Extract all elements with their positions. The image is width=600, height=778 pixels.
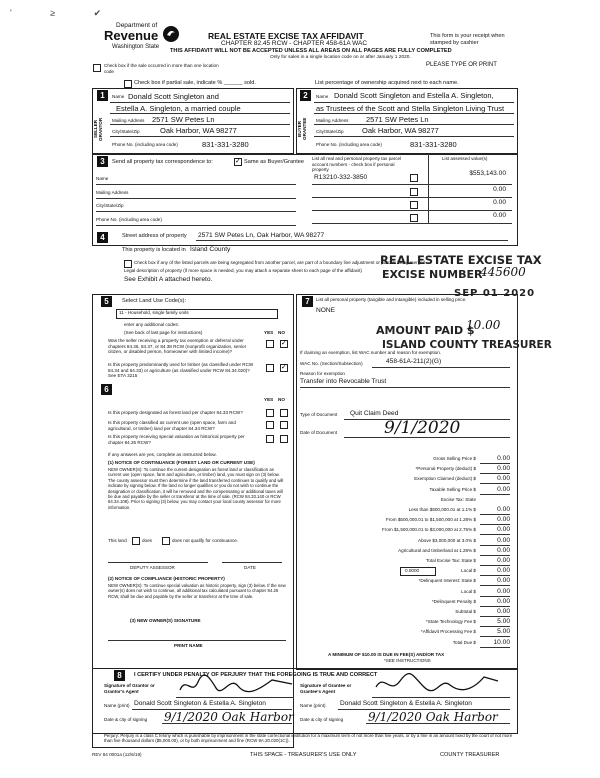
- multi-location-checkbox[interactable]: [93, 64, 101, 72]
- buyer-name-1[interactable]: Donald Scott Singleton and Estella A. Singleton,: [334, 91, 494, 100]
- buyer-name-2[interactable]: as Trustees of the Scott and Stella Singleton Living Trust: [316, 104, 505, 113]
- grantor-sig-label: Signature of Grantor or Grantor's Agent: [104, 683, 155, 694]
- buyer-mailing-label: Mailing Address: [316, 118, 349, 123]
- parcel-3-personal-checkbox[interactable]: [410, 201, 418, 209]
- grantee-sig-label: Signature of Grantee or Grantee's Agent: [300, 683, 352, 694]
- grantor-signature[interactable]: [176, 674, 296, 696]
- land-use-label: Select Land Use Code(s):: [122, 298, 187, 304]
- revenue-swirl-icon: [162, 25, 180, 43]
- state-text: Washington State: [112, 44, 160, 50]
- partial-sale-checkbox[interactable]: [124, 80, 132, 88]
- parcel-2-personal-checkbox[interactable]: [410, 188, 418, 196]
- county-label: This property is located in: [122, 247, 186, 253]
- tax-row-label: Agricultural and timberland at 1.28% $: [398, 547, 476, 553]
- excise-number-label: EXCISE NUMBER: [382, 268, 483, 281]
- form-chapter: CHAPTER 82.45 RCW - CHAPTER 458-61A WAC: [221, 40, 368, 47]
- tax-row-value[interactable]: 5.00: [497, 628, 510, 636]
- land-use-q1: Was the seller receiving a property tax exemption or deferral under chapters 84.36, 84.37, or 84.38 RCW (nonprofit organization, senior citizen, or disabled person, homeowner with limited income)?: [108, 338, 247, 355]
- tax-row-value[interactable]: 0.00: [497, 526, 510, 534]
- buyer-mailing[interactable]: 2571 SW Petes Ln: [366, 115, 429, 124]
- corr-phone-label: Phone No. (including area code): [96, 217, 162, 222]
- tax-row-value[interactable]: 0.00: [497, 536, 510, 544]
- tax-row-label: From $1,500,000.01 to $3,000,000 at 2.75% $: [382, 527, 476, 533]
- tax-row-label: Local $: [461, 588, 476, 594]
- tax-row-value[interactable]: 0.00: [497, 506, 510, 513]
- grantee-date-label: Date & city of signing: [300, 717, 344, 722]
- assessed-header: List assessed value(s): [442, 156, 488, 161]
- same-as-buyer-label: Same as Buyer/Grantee: [244, 159, 305, 165]
- local-rate-value: 0.0000: [405, 568, 420, 574]
- certify-statement: I CERTIFY UNDER PENALTY OF PERJURY THAT THE FOREGOING IS TRUE AND CORRECT: [134, 672, 378, 678]
- land-use-q2: Is this property predominantly used for timber (as classified under RCW 84.34 and 84.33) or agriculture (as classified under RCW 84.34.020)? See ETA 3215: [108, 362, 254, 379]
- see-back-label: (See back of last page for instructions): [124, 330, 203, 335]
- seller-mailing[interactable]: 2571 SW Petes Ln: [152, 115, 215, 124]
- section-6-badge: 6: [101, 384, 112, 395]
- does-not-checkbox[interactable]: [162, 537, 170, 545]
- boundary-checkbox[interactable]: [124, 260, 132, 268]
- grantor-date-label: Date & city of signing: [104, 717, 148, 722]
- tax-row-label: Above $3,000,000 at 3.0% $: [418, 537, 476, 543]
- assessed-value-3[interactable]: 0.00: [493, 199, 506, 206]
- land-use-code[interactable]: 11 - Household, single family units: [119, 310, 189, 315]
- tax-row-label: *Affidavit Processing Fee $: [420, 629, 476, 635]
- tax-row-label: Local $: [461, 568, 476, 574]
- section-7-badge: 7: [302, 296, 313, 307]
- does-label: does: [142, 538, 152, 543]
- minimum-note: A MINIMUM OF $10.00 IS DUE IN FEE(S) AND/OR TAX: [328, 652, 445, 657]
- tax-row-value[interactable]: 10.00: [493, 638, 510, 646]
- notice1-body: NEW OWNER(S): To continue the current designation as forest land or classification as current use (open space, farm and agriculture, or timber) land, you must sign on (3) below. The county assessor must then determine if the land transferred continues to qualify and will indicate by signing below. If the land no longer qualifies or you do not wish to continue the designation or classification, it will be removed and the compensating or additional taxes will be due and payable by the seller or transferor at the time of sale. (RCW 84.33.140 or RCW 84.34.108). Prior to signing (3) below, you may contact your local county assessor for more information.: [108, 467, 284, 510]
- seller-phone-label: Phone No. (including area code): [112, 142, 178, 147]
- timber-no-checkbox[interactable]: [280, 364, 288, 372]
- section-1-badge: 1: [97, 90, 108, 101]
- seller-name-2[interactable]: Estella A. Singleton, a married couple: [116, 104, 241, 113]
- corr-name-label: Name: [96, 176, 109, 181]
- current-use-yes-checkbox[interactable]: [266, 421, 274, 429]
- seller-city[interactable]: Oak Harbor, WA 98277: [160, 126, 237, 135]
- reason-label: Reason for exemption: [300, 371, 345, 376]
- doc-type-value[interactable]: Quit Claim Deed: [350, 410, 399, 417]
- corner-marks: ' ≥ ✔: [10, 8, 120, 18]
- personal-property-label: List all personal property (tangible and intangible) included in selling price.: [316, 297, 467, 302]
- see-instructions: *SEE INSTRUCTIONS: [384, 658, 431, 663]
- receipt-note: This form is your receipt when stamped by cashier: [430, 33, 505, 46]
- section-5-badge: 5: [101, 296, 112, 307]
- tax-row-value[interactable]: 0.00: [497, 608, 510, 615]
- sec6-q2: Is this property classified as current use (open space, farm and agricultural, or timber) land per chapter 84.34 RCW?: [108, 420, 236, 431]
- assessed-value-4[interactable]: 0.00: [493, 212, 506, 219]
- seller-mailing-label: Mailing Address: [112, 118, 145, 123]
- treasurer-space: THIS SPACE - TREASURER'S USE ONLY: [250, 752, 357, 758]
- exemption-claim-label: If claiming an exemption, list WAC number and reason for exemption.: [300, 350, 442, 355]
- date-stamp: SEP 01 2020: [454, 288, 536, 299]
- county-value[interactable]: Island County: [190, 246, 231, 253]
- exemption-no-checkbox[interactable]: [280, 340, 288, 348]
- excise-number-hand: 445600: [480, 265, 526, 279]
- tax-row-label: From $500,000.01 to $1,500,000 at 1.28% $: [385, 517, 476, 523]
- does-not-label: does not qualify for continuance.: [172, 538, 239, 543]
- tax-row-value[interactable]: 0.00: [497, 475, 510, 483]
- revenue-logo: [104, 22, 180, 56]
- tax-row-value[interactable]: 5.00: [497, 618, 510, 626]
- grantee-name[interactable]: Donald Scott Singleton & Estella A. Singleton: [340, 700, 472, 707]
- legal-description-label: Legal description of property (if more space is needed, you may attach a separate sheet to each page of the affidavit): [124, 268, 362, 273]
- tax-row-label: Less than $500,000.01 at 1.1% $: [408, 507, 476, 512]
- buyer-name-label: Name: [316, 94, 329, 99]
- revenue-text: Revenue: [104, 28, 159, 43]
- land-use-yes: YES: [264, 330, 274, 335]
- buyer-phone-label: Phone No. (including area code): [316, 142, 382, 147]
- seller-phone[interactable]: 831-331-3280: [202, 140, 249, 149]
- tax-row-value[interactable]: 0.00: [497, 485, 510, 493]
- deputy-assessor-label: DEPUTY ASSESSOR: [130, 565, 175, 570]
- doc-date-label: Date of Document: [300, 430, 338, 435]
- section-3-badge: 3: [97, 156, 108, 167]
- amount-paid-stamp: AMOUNT PAID $: [376, 324, 475, 337]
- new-owner-sig-label: (3) NEW OWNER(S) SIGNATURE: [130, 618, 201, 623]
- tax-row-value[interactable]: 0.00: [497, 455, 510, 462]
- personal-property-value[interactable]: NONE: [316, 307, 336, 314]
- buyer-city-label: City/State/Zip: [316, 129, 344, 134]
- form-title: REAL ESTATE EXCISE TAX AFFIDAVIT: [208, 31, 364, 41]
- deputy-date-label: DATE: [244, 565, 256, 570]
- forest-yes-checkbox[interactable]: [266, 409, 274, 417]
- historic-no-checkbox[interactable]: [280, 435, 288, 443]
- form-warning: THIS AFFIDAVIT WILL NOT BE ACCEPTED UNLESS ALL AREAS ON ALL PAGES ARE FULLY COMPLETED: [170, 48, 452, 54]
- tax-row-value[interactable]: 0.00: [497, 516, 510, 524]
- legal-description[interactable]: See Exhibit A attached hereto.: [124, 276, 213, 283]
- tax-row-label: Taxable Selling Price $: [429, 486, 476, 492]
- treasurer-stamp: ISLAND COUNTY TREASURER: [382, 339, 552, 351]
- grantee-date[interactable]: 9/1/2020 Oak Harbor: [368, 710, 498, 724]
- print-note: PLEASE TYPE OR PRINT: [426, 62, 497, 68]
- sec6-q3: Is this property receiving special valuation as historical property per chapter 84.26 RCW?: [108, 434, 245, 445]
- tax-row-value[interactable]: 0.00: [497, 567, 510, 575]
- tax-row-label: Total Due $: [452, 639, 476, 645]
- section-4-badge: 4: [97, 232, 108, 243]
- partial-sale-label: Check box if partial sale, indicate % ______ sold.: [134, 80, 256, 86]
- parcel-number[interactable]: R13210-332-3850: [314, 174, 368, 181]
- assessed-value-1[interactable]: $553,143.00: [469, 170, 506, 177]
- correspondence-label: Send all property tax correspondence to:: [112, 159, 213, 165]
- amount-paid-hand: 10.00: [466, 318, 501, 332]
- tax-row-label: *State Technology Fee $: [426, 619, 476, 625]
- tax-row-label: Total Excise Tax: State $: [426, 558, 476, 563]
- wac-label: WAC No. (Section/Subsection): [300, 361, 363, 366]
- reason-value[interactable]: Transfer into Revocable Trust: [300, 378, 387, 385]
- corr-city-label: City/State/Zip: [96, 203, 124, 208]
- tax-row-label: Subtotal $: [455, 609, 476, 614]
- does-checkbox[interactable]: [132, 537, 140, 545]
- tax-row-value[interactable]: 0.00: [497, 557, 510, 564]
- boundary-label: Check box if any of the listed parcels are being segregated from another parcel, are part of a boundary line adjustment or parcels being merged.: [134, 260, 427, 265]
- seller-city-label: City/State/Zip: [112, 129, 140, 134]
- perjury-note: Perjury: Perjury is a class C felony which is punishable by imprisonment in the state correctional institution for a maximum term of not more than five years, or by a fine in an amount fixed by the court of not more than five thousand dollars ($5,000.00), or by both imprisonment and fine (RCW 9A.20.020(1C)).: [104, 733, 513, 744]
- sec6-q1: Is this property designated as forest land per chapter 84.33 RCW?: [108, 410, 243, 415]
- multi-location-label: Check box if the sale occurred in more than one location code: [104, 63, 219, 74]
- same-as-buyer-checkbox[interactable]: [234, 158, 242, 166]
- reet-stamp: REAL ESTATE EXCISE TAX: [380, 253, 542, 267]
- grantee-name-label: Name (print): [300, 703, 326, 708]
- rev-number: REV 84 0001a (12/6/19): [92, 752, 142, 757]
- tax-row-label: Exemption Claimed (deduct) $: [414, 476, 476, 482]
- tax-row-label: *Delinquent Interest: State $: [418, 578, 476, 584]
- doc-date-value[interactable]: 9/1/2020: [384, 418, 461, 438]
- section-2-badge: 2: [300, 90, 311, 101]
- buyer-phone[interactable]: 831-331-3280: [410, 140, 457, 149]
- notice2-title: (2) NOTICE OF COMPLIANCE (HISTORIC PROPERTY): [108, 576, 225, 581]
- tax-row-value[interactable]: 0.00: [497, 577, 510, 585]
- doc-type-label: Type of Document: [300, 412, 338, 417]
- seller-name-label: Name: [112, 94, 125, 99]
- tax-row-value[interactable]: 0.00: [497, 465, 510, 473]
- print-name-label: PRINT NAME: [174, 643, 203, 648]
- forest-no-checkbox[interactable]: [280, 409, 288, 417]
- tax-row-value[interactable]: 0.00: [497, 597, 510, 605]
- timber-yes-checkbox[interactable]: [266, 364, 274, 372]
- tax-row-value[interactable]: 0.00: [497, 587, 510, 595]
- parcel-1-personal-checkbox[interactable]: [410, 174, 418, 182]
- grantor-name-label: Name (print): [104, 703, 130, 708]
- grantor-name[interactable]: Donald Scott Singleton & Estella A. Singleton: [134, 700, 266, 707]
- buyer-city[interactable]: Oak Harbor, WA 98277: [362, 126, 439, 135]
- grantee-signature[interactable]: [372, 673, 502, 695]
- buyer-side-label: BUYER GRANTEE: [297, 117, 307, 141]
- ownership-note: List percentage of ownership acquired next to each name.: [315, 80, 459, 86]
- tax-row-label: Gross Selling Price $: [433, 456, 476, 461]
- historic-yes-checkbox[interactable]: [266, 435, 274, 443]
- notice2-body: NEW OWNER(S): To continue special valuation as historic property, sign (3) below. If the new owner(s) does not wish to continue, all additional tax calculated pursuant to chapter 84.26 RCW, shall be due and payable by the seller or transferor at the time of sale.: [108, 583, 286, 599]
- current-use-no-checkbox[interactable]: [280, 421, 288, 429]
- notice1-title: (1) NOTICE OF CONTINUANCE (FOREST LAND OR CURRENT USE): [108, 460, 255, 465]
- form-note: Only for sales in a single location code on or after January 1 2020.: [270, 55, 411, 60]
- corr-mailing-label: Mailing Address: [96, 190, 129, 195]
- seller-side-label: SELLER GRANTOR: [93, 117, 103, 141]
- sec6-if-yes: If any answers are yes, complete as instructed below.: [108, 452, 217, 457]
- seller-name-1[interactable]: Donald Scott Singleton and: [128, 92, 219, 101]
- dept-text: Department of: [116, 22, 158, 29]
- enter-codes-label: enter any additional codes:: [124, 322, 179, 327]
- street-address[interactable]: 2571 SW Petes Ln, Oak Harbor, WA 98277: [198, 232, 325, 239]
- tax-row-label: *Personal Property (deduct) $: [415, 466, 476, 472]
- tax-row-label: Excise Tax: State: [440, 496, 476, 502]
- section-8-badge: 8: [114, 670, 125, 681]
- tax-row-value[interactable]: 0.00: [497, 546, 510, 554]
- street-label: Street address of property: [122, 233, 187, 239]
- this-land-label: This land: [108, 538, 127, 543]
- land-use-no: NO: [278, 330, 285, 335]
- assessed-value-2[interactable]: 0.00: [493, 186, 506, 193]
- sec6-no: NO: [278, 397, 285, 402]
- tax-row-label: *Delinquent Penalty $: [431, 598, 476, 604]
- county-treasurer: COUNTY TREASURER: [440, 752, 500, 758]
- wac-value[interactable]: 458-61A-211(2)(G): [386, 358, 442, 365]
- exemption-yes-checkbox[interactable]: [266, 340, 274, 348]
- grantor-date[interactable]: 9/1/2020 Oak Harbor: [164, 710, 294, 724]
- sec6-yes: YES: [264, 397, 274, 402]
- parcel-header: List all real and personal property tax parcel account numbers - check box if personal property: [312, 156, 402, 173]
- parcel-4-personal-checkbox[interactable]: [410, 214, 418, 222]
